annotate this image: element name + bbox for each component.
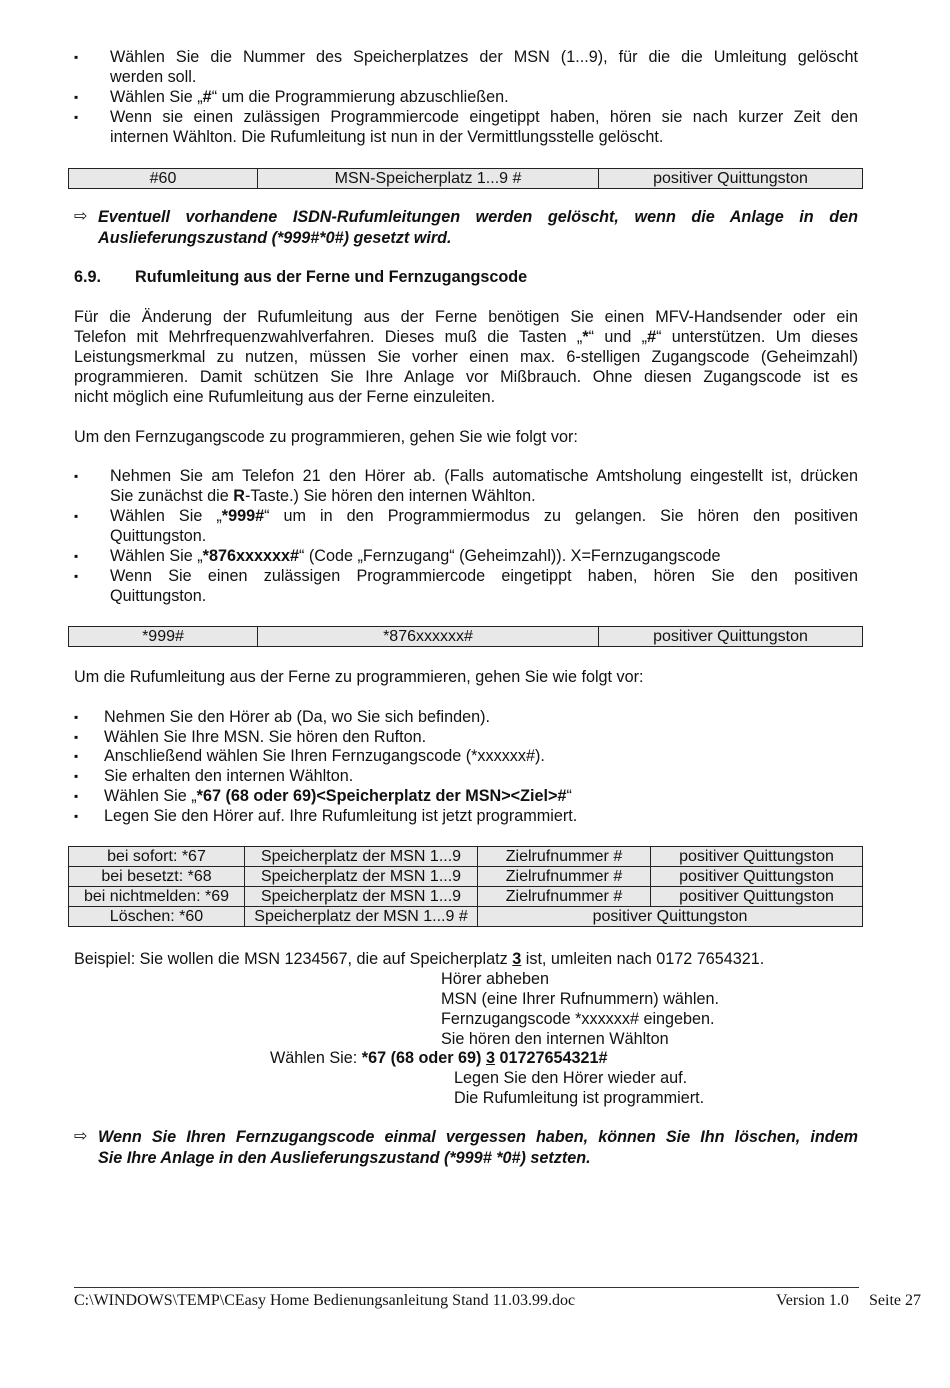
- arrow-icon: ⇨: [74, 1128, 88, 1145]
- bullet-icon: ▪: [74, 90, 79, 104]
- table-cell: Speicherplatz der MSN 1...9: [245, 887, 478, 907]
- table-row: [69, 847, 863, 867]
- table-cell: positiver Quittungston: [599, 627, 863, 647]
- example-step: Legen Sie den Hörer wieder auf.: [454, 1069, 688, 1087]
- list-item: internen Wählton. Die Rufumleitung ist nun in der Vermittlungsstelle gelöscht.: [110, 128, 664, 146]
- paragraph: Telefon mit Mehrfrequenzwahlverfahren. Dieses muß die Tasten „*“ und „#“ unterstützen. Um dieses: [74, 328, 858, 346]
- table-cell: Speicherplatz der MSN 1...9 #: [245, 907, 478, 927]
- list-item: Legen Sie den Hörer auf. Ihre Rufumleitung ist jetzt programmiert.: [104, 807, 578, 825]
- paragraph: programmieren. Damit schützen Sie Ihre Anlage vor Mißbrauch. Ohne diesen Zugangscode ist es: [74, 368, 858, 386]
- table-cell: #60: [69, 169, 258, 189]
- table-cell: MSN-Speicherplatz 1...9 #: [258, 169, 599, 189]
- list-item: Wählen Sie „*67 (68 oder 69)<Speicherplatz der MSN><Ziel>#“: [104, 787, 572, 805]
- example-step: Hörer abheben: [441, 970, 549, 988]
- table-cell: Zielrufnummer #: [478, 887, 651, 907]
- table-row: [69, 907, 863, 927]
- table-row: [69, 627, 863, 647]
- footer-version: Version 1.0: [776, 1292, 849, 1309]
- note-text: Wenn Sie Ihren Fernzugangscode einmal vergessen haben, können Sie Ihn löschen, indem: [98, 1128, 858, 1146]
- bullet-icon: ▪: [74, 749, 79, 763]
- list-item: Wählen Sie die Nummer des Speicherplatzes der MSN (1...9), für die die Umleitung gelöscht: [110, 48, 858, 66]
- list-item: Quittungston.: [110, 587, 207, 605]
- bullet-icon: ▪: [74, 110, 79, 124]
- arrow-icon: ⇨: [74, 208, 88, 225]
- list-item: Wenn sie einen zulässigen Programmiercode eingetippt haben, hören sie nach kurzer Zeit den: [110, 108, 858, 126]
- list-item: werden soll.: [110, 68, 197, 86]
- example-step: MSN (eine Ihrer Rufnummern) wählen.: [441, 990, 719, 1008]
- paragraph: Für die Änderung der Rufumleitung aus der Ferne benötigen Sie einen MFV-Handsender oder ein: [74, 308, 858, 326]
- table-cell: bei besetzt: *68: [69, 867, 245, 887]
- list-item: Nehmen Sie am Telefon 21 den Hörer ab. (Falls automatische Amtsholung eingestellt ist, drücken: [110, 467, 858, 485]
- code-table-delete: [68, 168, 863, 189]
- example-step: Fernzugangscode *xxxxxx# eingeben.: [441, 1010, 715, 1028]
- bullet-icon: ▪: [74, 730, 79, 744]
- table-row: [69, 169, 863, 189]
- bullet-icon: ▪: [74, 509, 79, 523]
- table-cell: Speicherplatz der MSN 1...9: [245, 867, 478, 887]
- table-cell: positiver Quittungston: [651, 887, 863, 907]
- note-text: Auslieferungszustand (*999#*0#) gesetzt wird.: [98, 229, 452, 247]
- table-cell: positiver Quittungston: [651, 847, 863, 867]
- footer-path: C:\WINDOWS\TEMP\CEasy Home Bedienungsanleitung Stand 11.03.99.doc: [74, 1292, 576, 1309]
- bullet-icon: ▪: [74, 569, 79, 583]
- table-cell: *876xxxxxx#: [258, 627, 599, 647]
- note-text: Sie Ihre Anlage in den Auslieferungszustand (*999# *0#) setzten.: [98, 1149, 591, 1167]
- list-item: Sie erhalten den internen Wählton.: [104, 767, 354, 785]
- example-step: Wählen Sie: *67 (68 oder 69) 3 01727654321#: [270, 1049, 608, 1067]
- example-step: Sie hören den internen Wählton: [441, 1030, 669, 1048]
- note-text: Eventuell vorhandene ISDN-Rufumleitungen werden gelöscht, wenn die Anlage in den: [98, 208, 858, 226]
- bullet-icon: ▪: [74, 809, 79, 823]
- list-item: Nehmen Sie den Hörer ab (Da, wo Sie sich befinden).: [104, 708, 491, 726]
- example-intro: Beispiel: Sie wollen die MSN 1234567, die auf Speicherplatz 3 ist, umleiten nach 0172 7654321.: [74, 950, 765, 968]
- list-item: Wenn Sie einen zulässigen Programmiercode eingetippt haben, hören Sie den positiven: [110, 567, 858, 585]
- code-table-fernzugang: [68, 626, 863, 647]
- redirect-code-table: [68, 846, 863, 927]
- table-cell: positiver Quittungston: [599, 169, 863, 189]
- paragraph: Leistungsmerkmal zu nutzen, müssen Sie vorher einen max. 6-stelligen Zugangscode (Geheimzahl): [74, 348, 858, 366]
- section-number: 6.9.: [74, 268, 102, 286]
- list-item: Sie zunächst die R-Taste.) Sie hören den internen Wählton.: [110, 487, 536, 505]
- table-cell: Zielrufnummer #: [478, 847, 651, 867]
- list-item: Quittungston.: [110, 527, 207, 545]
- bullet-icon: ▪: [74, 710, 79, 724]
- list-item: Anschließend wählen Sie Ihren Fernzugangscode (*xxxxxx#).: [104, 747, 545, 765]
- page-footer: [74, 1287, 921, 1309]
- example-step: Die Rufumleitung ist programmiert.: [454, 1089, 705, 1107]
- bullet-icon: ▪: [74, 789, 79, 803]
- paragraph: Um den Fernzugangscode zu programmieren, gehen Sie wie folgt vor:: [74, 428, 578, 446]
- table-cell: Zielrufnummer #: [478, 867, 651, 887]
- paragraph: Um die Rufumleitung aus der Ferne zu programmieren, gehen Sie wie folgt vor:: [74, 668, 644, 686]
- table-cell: Löschen: *60: [69, 907, 245, 927]
- table-cell: *999#: [69, 627, 258, 647]
- footer-page-number: Seite 27: [869, 1292, 921, 1309]
- bullet-icon: ▪: [74, 50, 79, 64]
- list-item: Wählen Sie „*999#“ um in den Programmiermodus zu gelangen. Sie hören den positiven: [110, 507, 859, 525]
- table-cell: positiver Quittungston: [651, 867, 863, 887]
- list-item: Wählen Sie „*876xxxxxx#“ (Code „Fernzugang“ (Geheimzahl)). X=Fernzugangscode: [110, 547, 721, 565]
- paragraph: nicht möglich eine Rufumleitung aus der Ferne einzuleiten.: [74, 388, 496, 406]
- section-title: Rufumleitung aus der Ferne und Fernzugangscode: [135, 268, 528, 286]
- table-row: [69, 887, 863, 907]
- bullet-icon: ▪: [74, 769, 79, 783]
- table-cell: bei sofort: *67: [69, 847, 245, 867]
- bullet-icon: ▪: [74, 549, 79, 563]
- bullet-icon: ▪: [74, 469, 79, 483]
- table-row: [69, 867, 863, 887]
- table-cell: bei nichtmelden: *69: [69, 887, 245, 907]
- list-item: Wählen Sie „#“ um die Programmierung abzuschließen.: [110, 88, 509, 106]
- table-cell: Speicherplatz der MSN 1...9: [245, 847, 478, 867]
- list-item: Wählen Sie Ihre MSN. Sie hören den Rufton.: [104, 728, 427, 746]
- table-cell: positiver Quittungston: [478, 907, 863, 927]
